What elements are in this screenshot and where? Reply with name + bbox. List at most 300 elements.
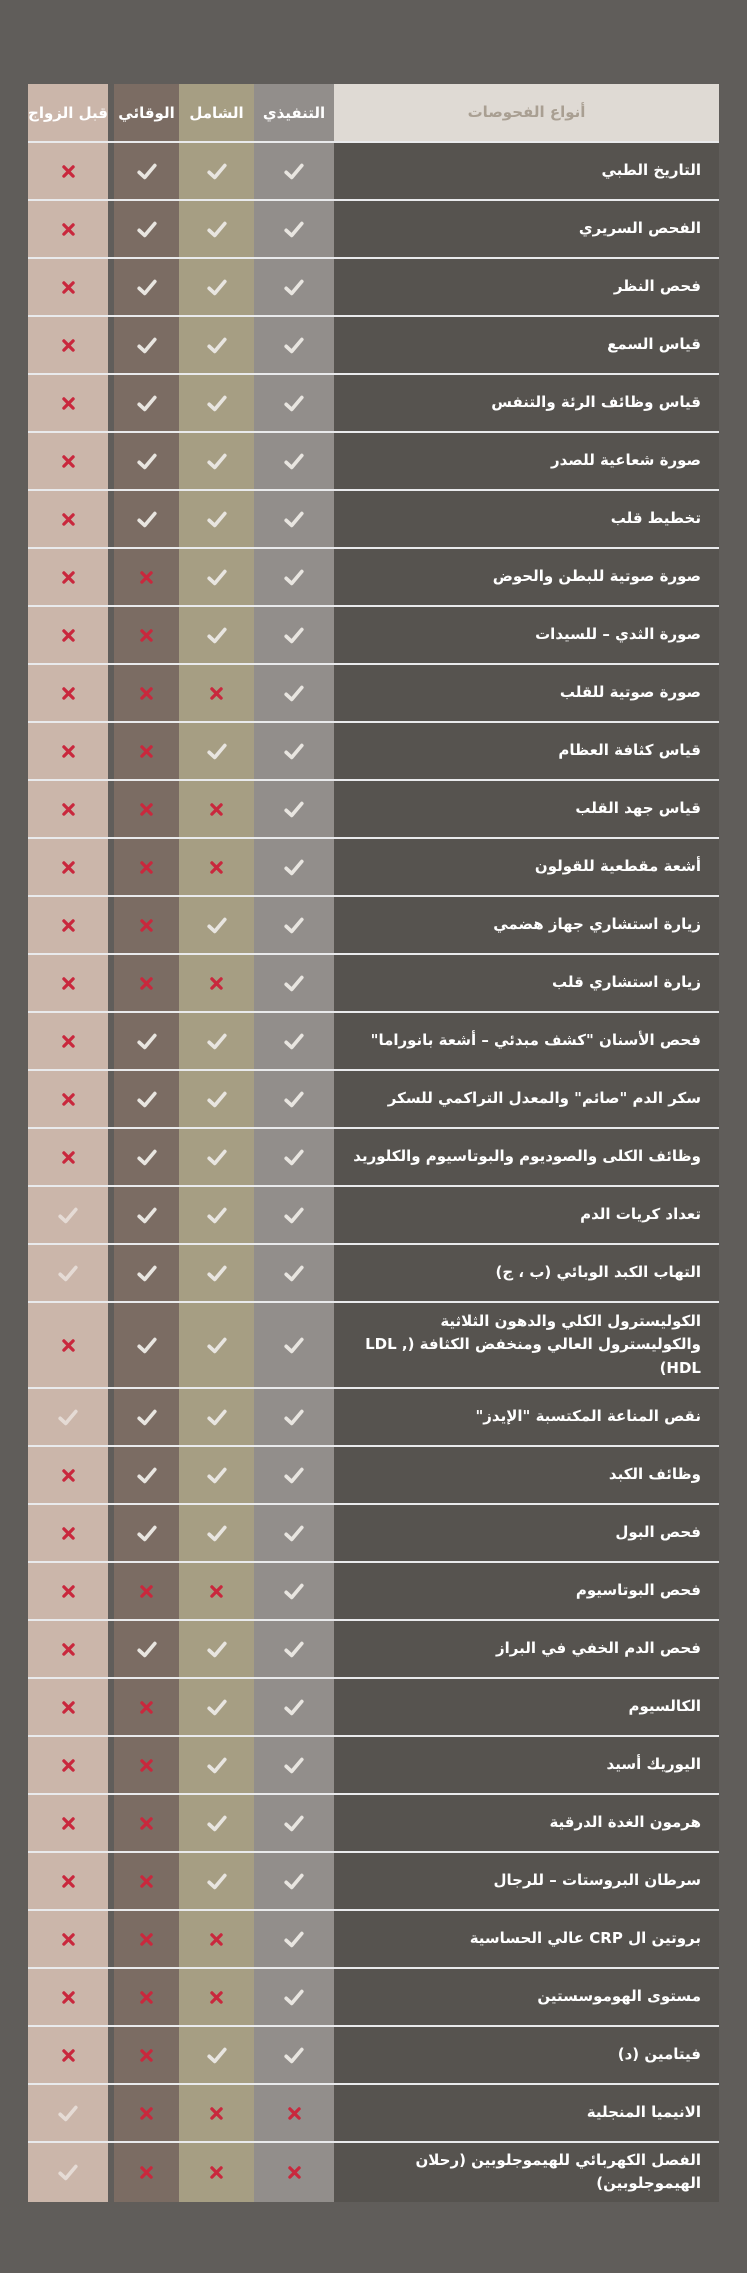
mark-cell-executive [254, 1795, 334, 1851]
test-name-label: مستوى الهوموسستين [334, 1969, 719, 2025]
table-row [28, 1619, 719, 1677]
mark-cell-executive [254, 1737, 334, 1793]
test-name-label: فحص البول [334, 1505, 719, 1561]
mark-cell-executive [254, 1071, 334, 1127]
mark-cell-comprehensive [179, 839, 254, 895]
mark-cell-comprehensive [179, 201, 254, 257]
mark-cell-premarital [28, 723, 108, 779]
check-icon [283, 508, 305, 530]
mark-cell-preventive [114, 1795, 179, 1851]
x-icon [60, 1641, 77, 1658]
mark-cell-comprehensive [179, 2085, 254, 2141]
mark-cell-comprehensive [179, 1563, 254, 1619]
check-icon [283, 1928, 305, 1950]
check-icon [206, 1870, 228, 1892]
check-icon [283, 1638, 305, 1660]
check-icon [283, 1522, 305, 1544]
mark-cell-executive [254, 2027, 334, 2083]
mark-cell-premarital [28, 1679, 108, 1735]
table-row [28, 1069, 719, 1127]
check-icon [136, 1522, 158, 1544]
column-divider-gap [108, 2143, 114, 2202]
mark-cell-preventive [114, 491, 179, 547]
mark-cell-executive [254, 1911, 334, 1967]
column-divider-gap [108, 317, 114, 373]
x-icon [60, 1337, 77, 1354]
check-icon [283, 1696, 305, 1718]
check-icon [283, 276, 305, 298]
mark-cell-preventive [114, 1969, 179, 2025]
mark-cell-preventive [114, 317, 179, 373]
x-icon [60, 221, 77, 238]
check-icon [283, 1088, 305, 1110]
table-row [28, 2141, 719, 2202]
mark-cell-comprehensive [179, 897, 254, 953]
table-row [28, 837, 719, 895]
check-icon [136, 1406, 158, 1428]
column-divider-gap [108, 259, 114, 315]
column-divider-gap [108, 1071, 114, 1127]
mark-cell-executive [254, 375, 334, 431]
x-icon [138, 1989, 155, 2006]
mark-cell-preventive [114, 259, 179, 315]
table-row [28, 431, 719, 489]
mark-cell-executive [254, 1129, 334, 1185]
mark-cell-comprehensive [179, 1911, 254, 1967]
mark-cell-preventive [114, 1129, 179, 1185]
x-icon [60, 1583, 77, 1600]
check-icon [206, 2044, 228, 2066]
mark-cell-executive [254, 665, 334, 721]
mark-cell-executive [254, 201, 334, 257]
mark-cell-premarital [28, 1621, 108, 1677]
table-row [28, 1011, 719, 1069]
x-icon [138, 627, 155, 644]
mark-cell-preventive [114, 1505, 179, 1561]
check-icon [283, 914, 305, 936]
x-icon [286, 2164, 303, 2181]
mark-cell-preventive [114, 375, 179, 431]
mark-cell-executive [254, 839, 334, 895]
mark-cell-preventive [114, 897, 179, 953]
column-divider-gap [108, 1505, 114, 1561]
test-name-label: التاريخ الطبي [334, 143, 719, 199]
column-divider-gap [108, 549, 114, 605]
check-icon [136, 1464, 158, 1486]
table-row [28, 1503, 719, 1561]
mark-cell-preventive [114, 1679, 179, 1735]
check-icon [283, 798, 305, 820]
mark-cell-premarital [28, 1505, 108, 1561]
mark-cell-premarital [28, 1129, 108, 1185]
check-icon [283, 2044, 305, 2066]
check-icon [136, 1638, 158, 1660]
check-icon [206, 1638, 228, 1660]
mark-cell-premarital [28, 1969, 108, 2025]
test-name-label: اليوريك أسيد [334, 1737, 719, 1793]
table-row [28, 663, 719, 721]
column-divider-gap [108, 781, 114, 837]
x-icon [60, 1815, 77, 1832]
test-name-label: صورة صوتية للبطن والحوض [334, 549, 719, 605]
test-name-label: زيارة استشاري جهاز هضمي [334, 897, 719, 953]
column-divider-gap [108, 1679, 114, 1735]
x-icon [60, 801, 77, 818]
mark-cell-executive [254, 897, 334, 953]
table-row [28, 605, 719, 663]
mark-cell-premarital [28, 1245, 108, 1301]
mark-cell-premarital [28, 2085, 108, 2141]
x-icon [60, 917, 77, 934]
mark-cell-comprehensive [179, 1071, 254, 1127]
mark-cell-executive [254, 723, 334, 779]
table-row [28, 1127, 719, 1185]
column-divider-gap [108, 1389, 114, 1445]
column-divider-gap [108, 2027, 114, 2083]
column-divider-gap [108, 1911, 114, 1967]
column-divider-gap [108, 607, 114, 663]
x-icon [60, 1149, 77, 1166]
column-divider-gap [108, 897, 114, 953]
table-row [28, 1301, 719, 1387]
test-name-label: سرطان البروستات – للرجال [334, 1853, 719, 1909]
check-icon [136, 1088, 158, 1110]
x-icon [138, 975, 155, 992]
test-name-label: تعداد كريات الدم [334, 1187, 719, 1243]
mark-cell-executive [254, 1679, 334, 1735]
check-icon [283, 1262, 305, 1284]
x-icon [138, 917, 155, 934]
x-icon [286, 2105, 303, 2122]
check-icon [136, 392, 158, 414]
mark-cell-comprehensive [179, 1621, 254, 1677]
test-name-label: صورة الثدي – للسيدات [334, 607, 719, 663]
mark-cell-premarital [28, 1013, 108, 1069]
test-name-label: فحص الدم الخفي في البراز [334, 1621, 719, 1677]
check-icon [136, 160, 158, 182]
check-icon [283, 856, 305, 878]
x-icon [138, 1931, 155, 1948]
mark-cell-premarital [28, 1389, 108, 1445]
check-icon [283, 740, 305, 762]
check-icon [283, 1030, 305, 1052]
table-row [28, 1185, 719, 1243]
mark-cell-comprehensive [179, 143, 254, 199]
mark-cell-preventive [114, 1563, 179, 1619]
column-divider-gap [108, 491, 114, 547]
mark-cell-premarital [28, 201, 108, 257]
x-icon [60, 337, 77, 354]
x-icon [138, 2164, 155, 2181]
check-icon [206, 740, 228, 762]
mark-cell-premarital [28, 665, 108, 721]
mark-cell-executive [254, 1505, 334, 1561]
x-icon [138, 2047, 155, 2064]
x-icon [208, 2164, 225, 2181]
check-icon [206, 1088, 228, 1110]
mark-cell-comprehensive [179, 1013, 254, 1069]
column-divider-gap [108, 723, 114, 779]
x-icon [60, 1699, 77, 1716]
table-row [28, 1561, 719, 1619]
mark-cell-preventive [114, 1245, 179, 1301]
check-icon [206, 1334, 228, 1356]
x-icon [138, 1583, 155, 1600]
mark-cell-premarital [28, 143, 108, 199]
test-name-label: التهاب الكبد الوبائي (ب ، ج) [334, 1245, 719, 1301]
mark-cell-executive [254, 1447, 334, 1503]
x-icon [60, 453, 77, 470]
column-header-comprehensive: الشامل [179, 84, 254, 141]
table-row [28, 1909, 719, 1967]
x-icon [60, 163, 77, 180]
test-name-label: الكوليسترول الكلي والدهون الثلاثية والكوليسترول العالي ومنخفض الكثافة (LDL , HDL) [334, 1303, 719, 1387]
mark-cell-comprehensive [179, 781, 254, 837]
x-icon [60, 1467, 77, 1484]
test-name-label: فحص النظر [334, 259, 719, 315]
x-icon [60, 743, 77, 760]
mark-cell-premarital [28, 259, 108, 315]
table-row [28, 373, 719, 431]
test-name-label: سكر الدم "صائم" والمعدل التراكمي للسكر [334, 1071, 719, 1127]
mark-cell-comprehensive [179, 491, 254, 547]
mark-cell-executive [254, 1245, 334, 1301]
table-row [28, 489, 719, 547]
column-divider-gap [108, 1853, 114, 1909]
mark-cell-preventive [114, 955, 179, 1011]
x-icon [138, 801, 155, 818]
table-row [28, 547, 719, 605]
mark-cell-preventive [114, 433, 179, 489]
table-row [28, 1677, 719, 1735]
x-icon [60, 511, 77, 528]
mark-cell-comprehensive [179, 1795, 254, 1851]
mark-cell-preventive [114, 2143, 179, 2202]
x-icon [60, 975, 77, 992]
check-icon [136, 1334, 158, 1356]
x-icon [60, 859, 77, 876]
check-icon [206, 1754, 228, 1776]
table-row [28, 1445, 719, 1503]
check-icon [57, 1262, 79, 1284]
mark-cell-preventive [114, 201, 179, 257]
check-icon [283, 334, 305, 356]
mark-cell-executive [254, 259, 334, 315]
mark-cell-preventive [114, 1013, 179, 1069]
mark-cell-preventive [114, 1737, 179, 1793]
table-row [28, 1387, 719, 1445]
mark-cell-preventive [114, 2027, 179, 2083]
check-icon [136, 1146, 158, 1168]
mark-cell-executive [254, 1187, 334, 1243]
column-divider-gap [108, 839, 114, 895]
mark-cell-comprehensive [179, 2027, 254, 2083]
mark-cell-executive [254, 781, 334, 837]
test-name-label: تخطيط قلب [334, 491, 719, 547]
column-divider-gap [108, 665, 114, 721]
mark-cell-comprehensive [179, 375, 254, 431]
check-icon [283, 1812, 305, 1834]
column-divider-gap [108, 1245, 114, 1301]
mark-cell-premarital [28, 1303, 108, 1387]
x-icon [208, 859, 225, 876]
mark-cell-comprehensive [179, 1245, 254, 1301]
column-divider-gap [108, 1795, 114, 1851]
x-icon [208, 1583, 225, 1600]
mark-cell-comprehensive [179, 549, 254, 605]
column-divider-gap [108, 433, 114, 489]
mark-cell-executive [254, 607, 334, 663]
mark-cell-executive [254, 1853, 334, 1909]
mark-cell-comprehensive [179, 723, 254, 779]
x-icon [138, 1757, 155, 1774]
x-icon [60, 569, 77, 586]
check-icon [206, 508, 228, 530]
x-icon [208, 685, 225, 702]
mark-cell-comprehensive [179, 317, 254, 373]
column-divider-gap [108, 1737, 114, 1793]
table-row [28, 257, 719, 315]
check-icon [136, 450, 158, 472]
test-name-label: فحص البوتاسيوم [334, 1563, 719, 1619]
mark-cell-premarital [28, 491, 108, 547]
x-icon [138, 1815, 155, 1832]
test-name-label: الفحص السريري [334, 201, 719, 257]
check-icon [206, 276, 228, 298]
mark-cell-preventive [114, 723, 179, 779]
column-divider-gap [108, 201, 114, 257]
test-name-label: قياس كثافة العظام [334, 723, 719, 779]
check-icon [136, 1030, 158, 1052]
mark-cell-comprehensive [179, 1969, 254, 2025]
mark-cell-premarital [28, 607, 108, 663]
column-header-preventive: الوقائي [114, 84, 179, 141]
test-name-label: الانيميا المنجلية [334, 2085, 719, 2141]
mark-cell-premarital [28, 1187, 108, 1243]
mark-cell-premarital [28, 781, 108, 837]
test-name-label: الفصل الكهربائي للهيموجلوبين (رحلان الهيموجلوبين) [334, 2143, 719, 2202]
check-icon [283, 1464, 305, 1486]
column-header-executive: التنفيذي [254, 84, 334, 141]
mark-cell-premarital [28, 839, 108, 895]
mark-cell-preventive [114, 839, 179, 895]
mark-cell-preventive [114, 1853, 179, 1909]
mark-cell-comprehensive [179, 1679, 254, 1735]
mark-cell-executive [254, 549, 334, 605]
check-icon [206, 624, 228, 646]
x-icon [208, 801, 225, 818]
mark-cell-premarital [28, 375, 108, 431]
mark-cell-premarital [28, 1071, 108, 1127]
mark-cell-premarital [28, 1737, 108, 1793]
check-icon [136, 1262, 158, 1284]
table-body [28, 141, 719, 2202]
check-icon [283, 1986, 305, 2008]
mark-cell-preventive [114, 665, 179, 721]
mark-cell-preventive [114, 143, 179, 199]
test-name-label: صورة شعاعية للصدر [334, 433, 719, 489]
x-icon [138, 2105, 155, 2122]
check-icon [283, 1204, 305, 1226]
tests-column-header: أنواع الفحوصات [334, 84, 719, 141]
column-divider-gap [108, 2085, 114, 2141]
mark-cell-comprehensive [179, 955, 254, 1011]
test-name-label: وظائف الكبد [334, 1447, 719, 1503]
check-icon [206, 1406, 228, 1428]
table-row [28, 1735, 719, 1793]
mark-cell-premarital [28, 1853, 108, 1909]
check-icon [206, 1030, 228, 1052]
mark-cell-comprehensive [179, 665, 254, 721]
test-name-label: زيارة استشاري قلب [334, 955, 719, 1011]
test-name-label: الكالسيوم [334, 1679, 719, 1735]
check-icon [283, 392, 305, 414]
check-icon [283, 972, 305, 994]
table-row [28, 2025, 719, 2083]
check-icon [206, 1464, 228, 1486]
test-name-label: قياس وظائف الرئة والتنفس [334, 375, 719, 431]
table-row [28, 1851, 719, 1909]
x-icon [138, 859, 155, 876]
check-icon [57, 2102, 79, 2124]
check-icon [136, 334, 158, 356]
x-icon [60, 279, 77, 296]
mark-cell-comprehensive [179, 433, 254, 489]
x-icon [60, 1757, 77, 1774]
check-icon [283, 1870, 305, 1892]
check-icon [283, 624, 305, 646]
mark-cell-executive [254, 1621, 334, 1677]
mark-cell-executive [254, 143, 334, 199]
mark-cell-executive [254, 1389, 334, 1445]
check-icon [206, 1696, 228, 1718]
test-name-label: قياس جهد القلب [334, 781, 719, 837]
mark-cell-preventive [114, 1303, 179, 1387]
test-name-label: وظائف الكلى والصوديوم والبوتاسيوم والكلوريد [334, 1129, 719, 1185]
mark-cell-premarital [28, 317, 108, 373]
mark-cell-premarital [28, 1447, 108, 1503]
check-icon [206, 1146, 228, 1168]
check-icon [283, 566, 305, 588]
x-icon [138, 1699, 155, 1716]
x-icon [60, 395, 77, 412]
mark-cell-comprehensive [179, 607, 254, 663]
column-divider-gap [108, 1129, 114, 1185]
check-icon [283, 160, 305, 182]
mark-cell-executive [254, 1013, 334, 1069]
table-row [28, 1793, 719, 1851]
check-icon [283, 1334, 305, 1356]
mark-cell-premarital [28, 1911, 108, 1967]
check-icon [283, 1146, 305, 1168]
test-name-label: فيتامين (د) [334, 2027, 719, 2083]
check-icon [206, 1262, 228, 1284]
x-icon [60, 1525, 77, 1542]
test-name-label: أشعة مقطعية للقولون [334, 839, 719, 895]
test-name-label: بروتين ال CRP عالي الحساسية [334, 1911, 719, 1967]
check-icon [283, 682, 305, 704]
table-row [28, 315, 719, 373]
mark-cell-executive [254, 491, 334, 547]
x-icon [60, 685, 77, 702]
column-divider-gap [108, 143, 114, 199]
check-icon [206, 334, 228, 356]
mark-cell-preventive [114, 781, 179, 837]
check-icon [57, 2161, 79, 2183]
x-icon [60, 1989, 77, 2006]
table-header-row [28, 84, 719, 141]
check-icon [206, 914, 228, 936]
